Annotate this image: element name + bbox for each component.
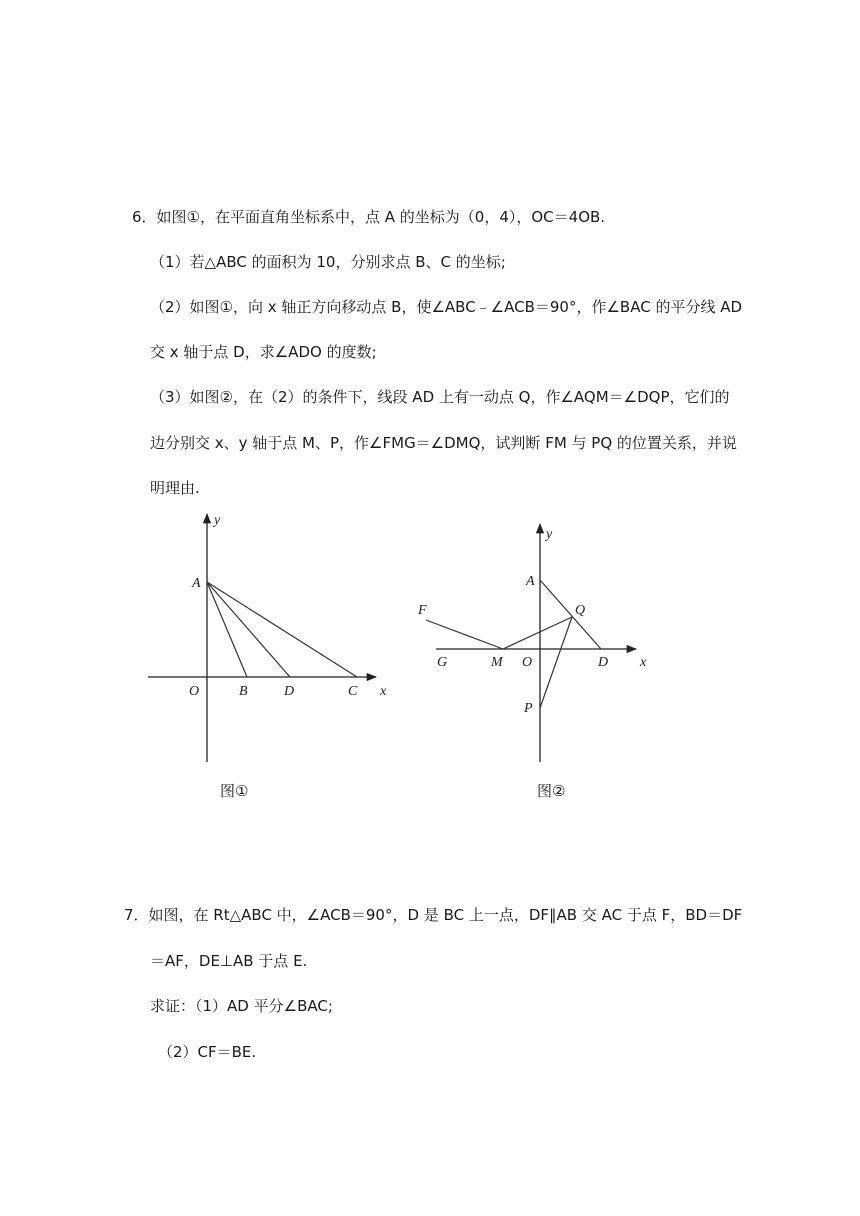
problem7-stem-line2: ＝AF，DE⊥AB 于点 E.: [150, 952, 308, 970]
fig2-label-x: x: [640, 655, 647, 670]
problem7-part2: （2）CF＝BE.: [158, 1043, 257, 1061]
problem7-prove: 求证：（1）AD 平分∠BAC;: [150, 997, 333, 1015]
fig2-label-M: M: [491, 655, 503, 670]
fig1-segment-AD: [207, 582, 290, 677]
problem6-part3-line2: 边分别交 x、y 轴于点 M、P，作∠FMG＝∠DMQ，试判断 FM 与 PQ 的位置关系，并说: [150, 434, 737, 452]
figure2-caption: 图②: [537, 782, 566, 800]
problem6-part3-line1: （3）如图②，在（2）的条件下，线段 AD 上有一动点 Q，作∠AQM＝∠DQP，它们的: [150, 388, 730, 406]
fig2-label-G: G: [437, 655, 448, 670]
fig2-label-O: O: [522, 655, 533, 670]
fig1-label-B: B: [239, 684, 248, 699]
fig2-label-y: y: [546, 527, 553, 542]
fig1-label-O: O: [189, 684, 200, 699]
fig2-label-F: F: [418, 603, 427, 618]
fig2-label-Q: Q: [575, 603, 586, 618]
fig1-label-x: x: [380, 684, 387, 699]
figure1-diagram: [140, 508, 400, 768]
fig1-segment-AB: [207, 582, 247, 677]
problem6-part3-line3: 明理由.: [150, 479, 200, 497]
fig2-label-P: P: [524, 701, 533, 716]
fig1-label-A: A: [192, 576, 201, 591]
figure1-caption: 图①: [220, 782, 249, 800]
fig2-segment-QP: [540, 617, 572, 708]
fig2-label-A: A: [526, 574, 535, 589]
problem6-part2-line2: 交 x 轴于点 D，求∠ADO 的度数;: [150, 343, 377, 361]
fig2-segment-AD: [540, 580, 601, 649]
fig2-segment-MQ: [503, 617, 572, 649]
fig1-label-D: D: [284, 684, 295, 699]
fig2-label-D: D: [598, 655, 609, 670]
problem7-stem-line1: 7．如图，在 Rt△ABC 中，∠ACB＝90°，D 是 BC 上一点，DF∥AB 交 AC 于点 F，BD＝DF: [124, 906, 743, 924]
problem6-stem: 6．如图①，在平面直角坐标系中，点 A 的坐标为（0，4），OC＝4OB.: [132, 208, 606, 226]
problem6-part2-line1: （2）如图①，向 x 轴正方向移动点 B，使∠ABC﹣∠ACB＝90°，作∠BAC 的平分线 AD: [150, 298, 743, 316]
fig1-label-y: y: [214, 513, 221, 528]
figure2-diagram: [410, 518, 670, 768]
fig1-label-C: C: [348, 684, 358, 699]
fig2-segment-FM: [426, 620, 503, 649]
fig1-segment-AC: [207, 582, 357, 677]
problem6-part1: （1）若△ABC 的面积为 10，分别求点 B、C 的坐标;: [150, 253, 506, 271]
